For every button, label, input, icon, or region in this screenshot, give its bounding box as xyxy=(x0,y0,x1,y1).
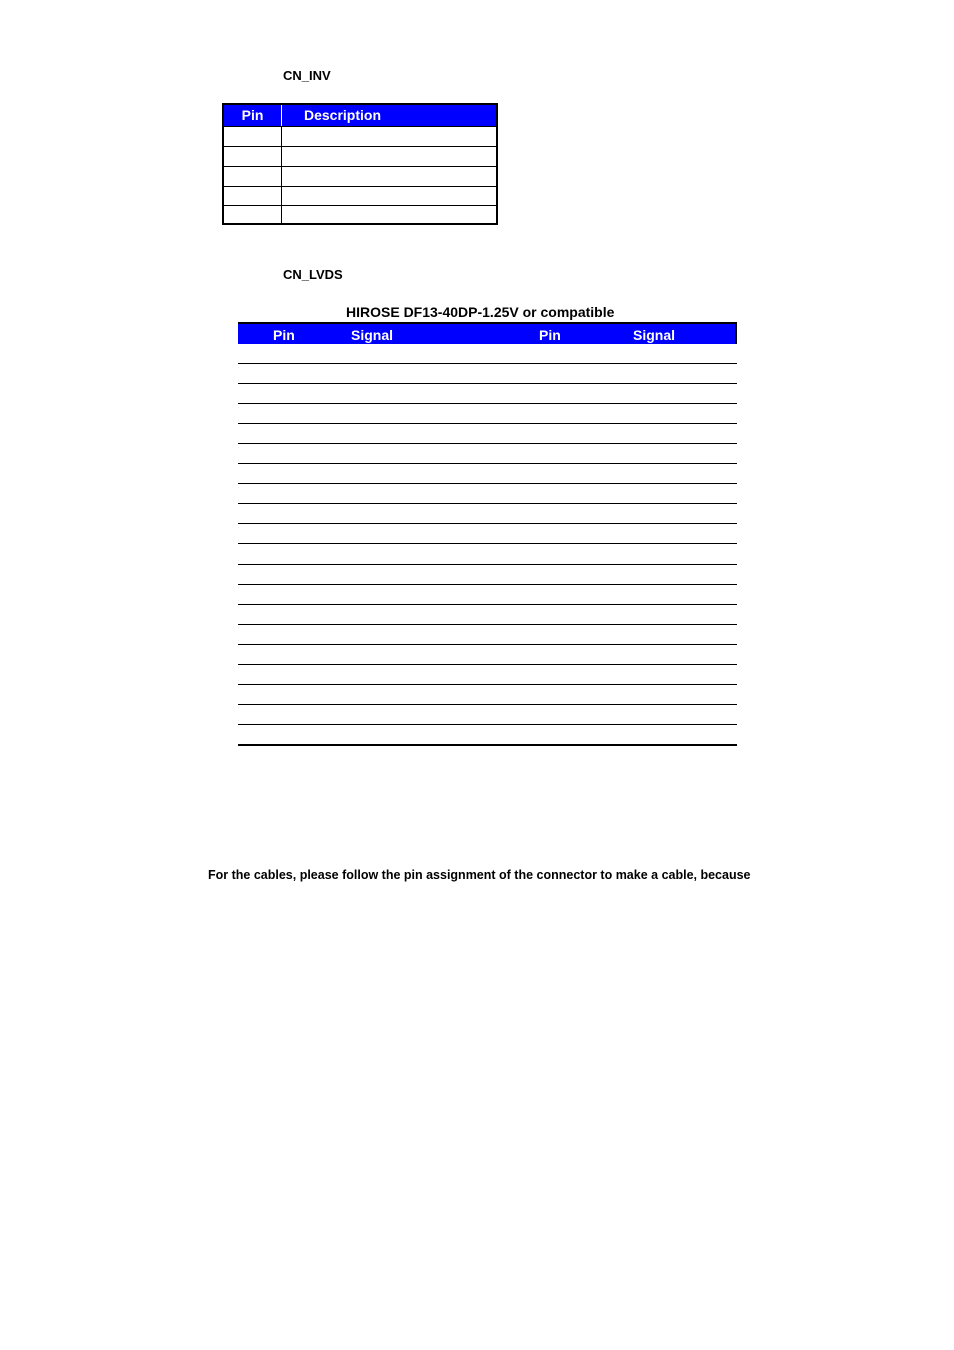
footer-note: For the cables, please follow the pin assignment of the connector to make a cable, because xyxy=(208,868,751,882)
cn-inv-row xyxy=(224,126,496,146)
cn-inv-row xyxy=(224,166,496,186)
cn-inv-row xyxy=(224,146,496,166)
cn-lvds-row-line xyxy=(238,624,737,625)
cn-lvds-row-line xyxy=(238,383,737,384)
cn-lvds-header-pin-right: Pin xyxy=(539,327,561,343)
cn-lvds-table xyxy=(238,322,737,746)
cn-inv-header-row xyxy=(224,105,496,126)
cn-lvds-row-line xyxy=(238,744,737,746)
cn-lvds-row-line xyxy=(238,684,737,685)
cn-lvds-row-line xyxy=(238,403,737,404)
cn-inv-row xyxy=(224,205,496,223)
cn-inv-title: CN_INV xyxy=(283,68,331,83)
cn-lvds-row-line xyxy=(238,503,737,504)
cn-lvds-row-line xyxy=(238,724,737,725)
cn-lvds-connector-caption: HIROSE DF13-40DP-1.25V or compatible xyxy=(346,304,615,320)
cn-lvds-row-line xyxy=(238,704,737,705)
cn-lvds-row-line xyxy=(238,523,737,524)
cn-lvds-row-line xyxy=(238,443,737,444)
cn-inv-column-divider xyxy=(281,126,282,223)
cn-lvds-header-pin-left: Pin xyxy=(273,327,295,343)
cn-lvds-row-line xyxy=(238,644,737,645)
cn-inv-header-pin: Pin xyxy=(241,107,264,123)
cn-lvds-row-line xyxy=(238,483,737,484)
cn-lvds-row-line xyxy=(238,564,737,565)
cn-lvds-row-line xyxy=(238,423,737,424)
cn-lvds-title: CN_LVDS xyxy=(283,267,343,282)
cn-lvds-row-line xyxy=(238,363,737,364)
cn-inv-header-description: Description xyxy=(304,107,382,123)
cn-lvds-header-row xyxy=(238,322,737,344)
cn-lvds-row-line xyxy=(238,604,737,605)
cn-lvds-header-signal-left: Signal xyxy=(351,327,394,343)
cn-lvds-row-line xyxy=(238,543,737,544)
cn-lvds-row-line xyxy=(238,664,737,665)
cn-lvds-header-signal-right: Signal xyxy=(633,327,676,343)
cn-inv-table xyxy=(222,103,498,225)
cn-inv-row xyxy=(224,186,496,206)
cn-lvds-row-line xyxy=(238,584,737,585)
cn-inv-header-separator xyxy=(281,105,282,126)
cn-lvds-row-line xyxy=(238,463,737,464)
